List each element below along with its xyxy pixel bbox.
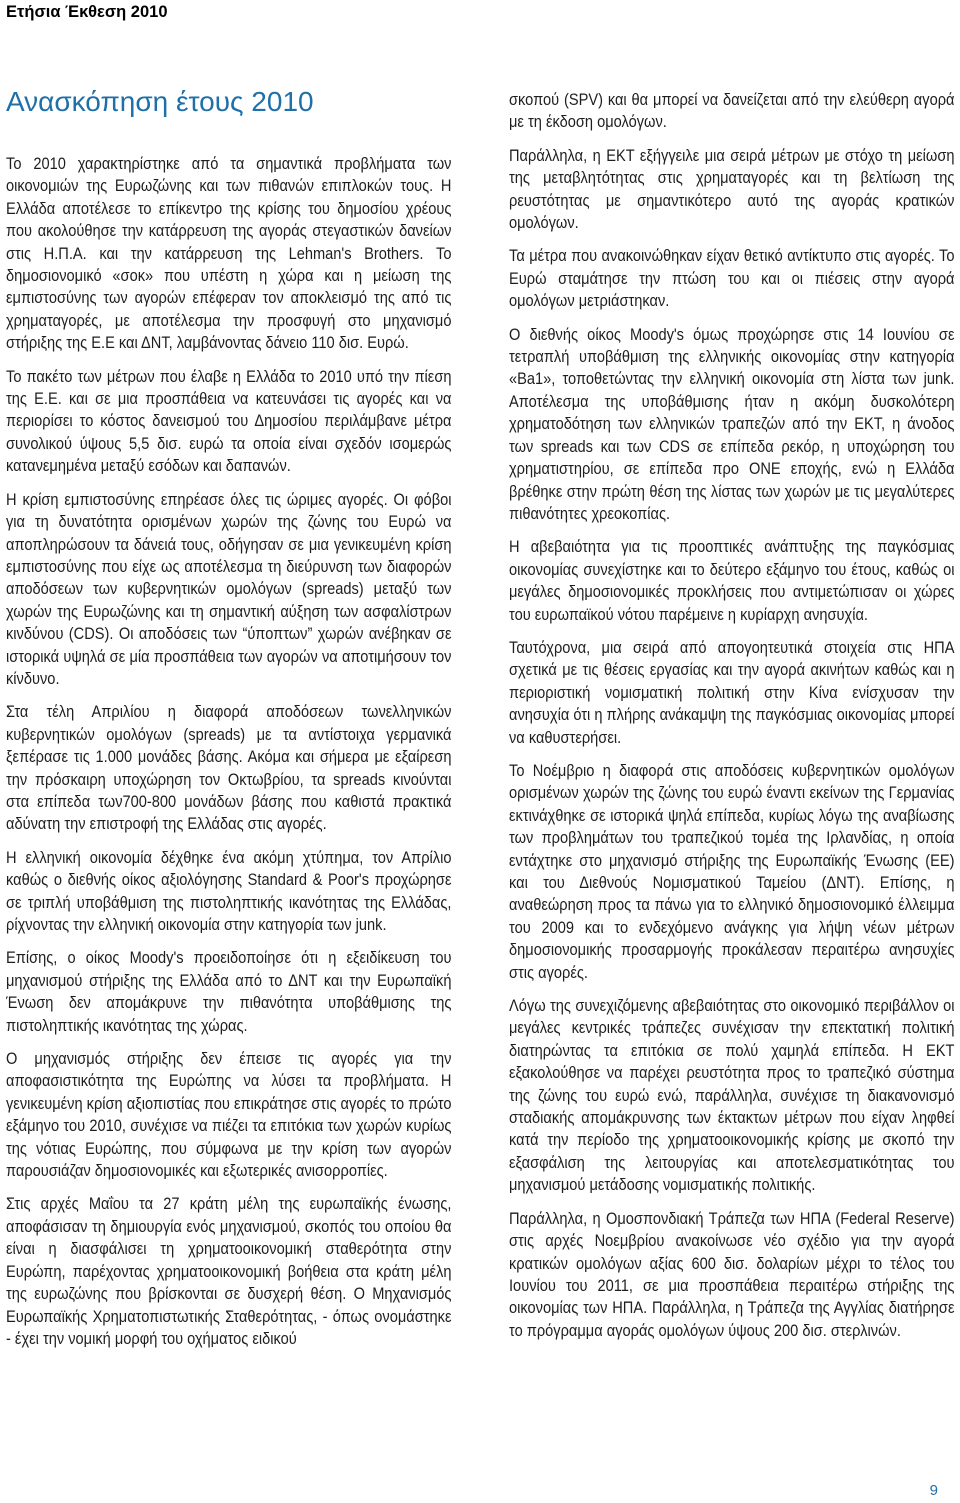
paragraph: Ο διεθνής οίκος Moody's όμως προχώρησε στις 14 Ιουνίου σε τετραπλή υποβάθμιση της ελληνικής οικονομίας στην κατηγορία «Ba1», τοποθετώντας την ελληνική οικονομία στη λίστα των junk. Αποτέλεσμα της υποβάθμισης ήταν η ακόμη δυσκολότερη χρηματοδότηση των ελληνικών τραπεζών από την ΕΚΤ, η άνοδος των spreads και των CDS σε επίπεδα ρεκόρ, η υποχώρηση του χρηματιστηρίου, σε επίπεδα προ ΟΝΕ εποχής, ενώ η Ελλάδα βρέθηκε στην πρώτη θέση της λίστας των χωρών με τις μεγαλύτερες πιθανότητες χρεοκοπίας.: [509, 324, 955, 523]
paragraph: Το Νοέμβριο η διαφορά στις αποδόσεις κυβερνητικών ομολόγων ορισμένων χωρών της ζώνης του ευρώ έναντι εκείνων της Γερμανίας εκτινάχθηκε σε ιστορικά ψηλά επίπεδα, κυρίως λόγω της αναβίωσης των προβλημάτων του τραπεζικού τομέα της Ιρλανδίας, η οποία εντάχτηκε στο μηχανισμό στήριξης της Ευρωπαϊκής Ένωσης (ΕΕ) και του Διεθνούς Νομισματικού Ταμείου (ΔΝΤ). Επίσης, η αναθεώρηση προς τα πάνω για το ελληνικό δημοσιονομικό έλλειμμα του 2009 και το ενδεχόμενο ανάγκης για λήψη νέων μέτρων δημοσιονομικής προσαρμογής προκάλεσαν περαιτέρω ανησυχίες στις αγορές.: [509, 760, 955, 982]
paragraph: Ταυτόχρονα, μια σειρά από απογοητευτικά στοιχεία στις ΗΠΑ σχετικά με τις θέσεις εργασίας και την αγορά ακινήτων καθώς και η περιοριστική νομισματική πολιτική στην Κίνα ενίσχυσαν την ανησυχία ότι η πλήρης ανάκαμψη της παγκόσμιας οικονομίας μπορεί να καθυστερήσει.: [509, 637, 955, 747]
page-title: Ανασκόπηση έτους 2010: [6, 86, 314, 117]
paragraph: Λόγω της συνεχιζόμενης αβεβαιότητας στο οικονομικό περιβάλλον οι μεγάλες κεντρικές τράπεζες συνέχισαν την επεκτατική πολιτική διατηρώντας τα επιτόκια σε πολύ χαμηλά επίπεδα. Η ΕΚΤ εξακολούθησε να παρέχει ρευστότητα προς το τραπεζικό σύστημα της ζώνης του ευρώ ενώ, παράλληλα, συνέχισε τη διακανονισμό σταδιακής απομάκρυνσης των έκτακτων μέτρων που είχαν ληφθεί κατά την περίοδο της χρηματοοικονομικής κρίσης με σκοπό την εξασφάλιση της λειτουργίας και αποτελεσματικότητας του μηχανισμού μετάδοσης νομισματικής πολιτικής.: [509, 996, 955, 1195]
paragraph: Παράλληλα, η ΕΚΤ εξήγγειλε μια σειρά μέτρων με στόχο τη μείωση της μεταβλητότητας στις χρηματαγορές και τη βελτίωση της ρευστότητας με σημαντικότερο αυτό της αγοράς κρατικών ομολόγων.: [509, 145, 955, 233]
paragraph: Παράλληλα, η Ομοσπονδιακή Τράπεζα των ΗΠΑ (Federal Reserve) στις αρχές Νοεμβρίου ανακοίνωσε νέο σχέδιο για την αγορά κρατικών ομολόγων αξίας 600 δισ. δολαρίων μέχρι το τέλος του Ιουνίου του 2011, σε μια προσπάθεια περαιτέρω στήριξης της οικονομίας των ΗΠΑ. Παράλληλα, η Τράπεζα της Αγγλίας διατήρησε το πρόγραμμα αγοράς ομολόγων ύψους 200 δισ. στερλινών.: [509, 1208, 955, 1340]
paragraph: Στα τέλη Απριλίου η διαφορά αποδόσεων τωνελληνικών κυβερνητικών ομολόγων (spreads) με τα αντίστοιχα γερμανικά ξεπέρασε τις 1.000 μονάδες βάσης. Ακόμα και σήμερα με εξαίρεση την πρόσκαιρη υποχώρηση τον Οκτωβρίου, τα spreads κινούνται στα επίπεδα των700-800 μονάδων βάσης που καθιστά πρακτικά αδύνατη την επιστροφή της Ελλάδας στις αγορές.: [6, 702, 452, 834]
paragraph: σκοπού (SPV) και θα μπορεί να δανείζεται από την ελεύθερη αγορά με τη έκδοση ομολόγων.: [509, 90, 955, 132]
paragraph: Ο μηχανισμός στήριξης δεν έπεισε τις αγορές για την αποφασιστικότητα της Ευρώπης να λύσει τα προβλήματα. Η γενικευμένη κρίση αξιοπιστίας που επικράτησε στις αγορές το πρώτο εξάμηνο του 2010, συνέχισε να πιέζει τα επιτόκια των χωρών κυρίως της νότιας Ευρώπης, που σύμφωνα με την κρίση των αγορών παρουσιάζαν δημοσιονομικές και εξωτερικές ανισορροπίες.: [6, 1049, 452, 1181]
paragraph: Η κρίση εμπιστοσύνης επηρέασε όλες τις ώριμες αγορές. Οι φόβοι για τη δυνατότητα ορισμένων χωρών της ζώνης του Ευρώ να αποπληρώσουν τα δάνειά τους, οδήγησαν σε μια γενικευμένη κρίση εμπιστοσύνης που είχε ως αποτέλεσμα τη διεύρυνση των διαφορών αποδόσεων των κυβερνητικών ομολόγων (spreads) μεταξύ των χωρών της Ευρωζώνης και τη σημαντική αύξηση των ασφαλίστρων κινδύνου (CDS). Οι αποδόσεις των “ύποπτων” χωρών ανέβηκαν σε ιστορικά υψηλά σε μία προσπάθεια των αγορών να αποτιμήσουν τον κίνδυνο.: [6, 489, 452, 688]
paragraph: Η ελληνική οικονομία δέχθηκε ένα ακόμη χτύπημα, τον Απρίλιο καθώς ο διεθνής οίκος αξιολόγησης Standard & Poor's προχώρησε σε τριπλή υποβάθμιση της πιστοληπτικής ικανότητας της Ελλάδας, ρίχνοντας την ελληνική οικονομία στην κατηγορία των junk.: [6, 847, 452, 934]
paragraph: Το 2010 χαρακτηρίστηκε από τα σημαντικά προβλήματα των οικονομιών της Ευρωζώνης και των πιθανών επιπλοκών τους. Η Ελλάδα αποτέλεσε το επίκεντρο της κρίσης του δημοσίου χρέους που ακολούθησε την κατάρρευση της αγοράς στεγαστικών δανείων στις Η.Π.Α. και την κατάρρευση της Lehman's Brothers. Το δημοσιονομικό «σοκ» που υπέστη η χώρα και η μείωση της εμπιστοσύνης των αγορών επέφεραν τον αποκλεισμό της από τις χρηματαγορές, με αποτέλεσμα την προσφυγή στο μηχανισμό στήριξης της Ε.Ε και ΔΝΤ, λαμβάνοντας δάνειο 110 δισ. Ευρώ.: [6, 154, 452, 353]
right-text-column: [509, 89, 955, 1353]
paragraph: Επίσης, ο οίκος Moody's προειδοποίησε ότι η εξειδίκευση του μηχανισμού στήριξης της Ελλάδα από το ΔΝΤ και την Ευρωπαϊκή Ένωση δεν απομάκρυνε την πιθανότητα υποβάθμισης της πιστοληπτικής ικανότητας της χώρας.: [6, 948, 452, 1035]
left-text-column: [6, 153, 452, 1361]
paragraph: Η αβεβαιότητα για τις προοπτικές ανάπτυξης της παγκόσμιας οικονομίας συνεχίστηκε και το δεύτερο εξάμηνο του έτους, καθώς οι μεγάλες δημοσιονομικές προκλήσεις που αντιμετώπισαν οι χώρες του ευρωπαϊκού νότου παρέμεινε η κυρίαρχη ανησυχία.: [509, 537, 955, 624]
paragraph: Τα μέτρα που ανακοινώθηκαν είχαν θετικό αντίκτυπο στις αγορές. Το Ευρώ σταμάτησε την πτώση του και οι πιέσεις στην αγορά ομολόγων μετριάστηκαν.: [509, 246, 955, 311]
running-header: Ετήσια Έκθεση 2010: [6, 3, 168, 21]
paragraph: Στις αρχές Μαΐου τα 27 κράτη μέλη της ευρωπαϊκής ένωσης, αποφάσισαν τη δημιουργία ενός μηχανισμού, σκοπός του οποίου θα είναι η διασφάλισει τη χρηματοοικονομική σταθερότητα στην Ευρώπη, παρέχοντας χρηματοοικονομική βοήθεια στα κράτη μέλη της ευρωζώνης που βρίσκονται σε δυσχερή θέση. Ο Μηχανισμός Ευρωπαϊκής Χρηματοπιστωτικής Σταθερότητας, - όπως ονομάστηκε - έχει την νομική μορφή του οχήματος ειδικού: [6, 1194, 452, 1348]
page-number: 9: [929, 1482, 938, 1499]
paragraph: Το πακέτο των μέτρων που έλαβε η Ελλάδα το 2010 υπό την πίεση της Ε.Ε. και σε μια προσπάθεια να κατευνάσει τις αγορές και να περιορίσει το κόστος δανεισμού του Δημοσίου περιλάμβανε μέτρα συνολικού ύψους 5,5 δισ. ευρώ τα οποία είναι σχεδόν ισομερώς κατανεμημένα μεταξύ εσόδων και δαπανών.: [6, 366, 452, 476]
